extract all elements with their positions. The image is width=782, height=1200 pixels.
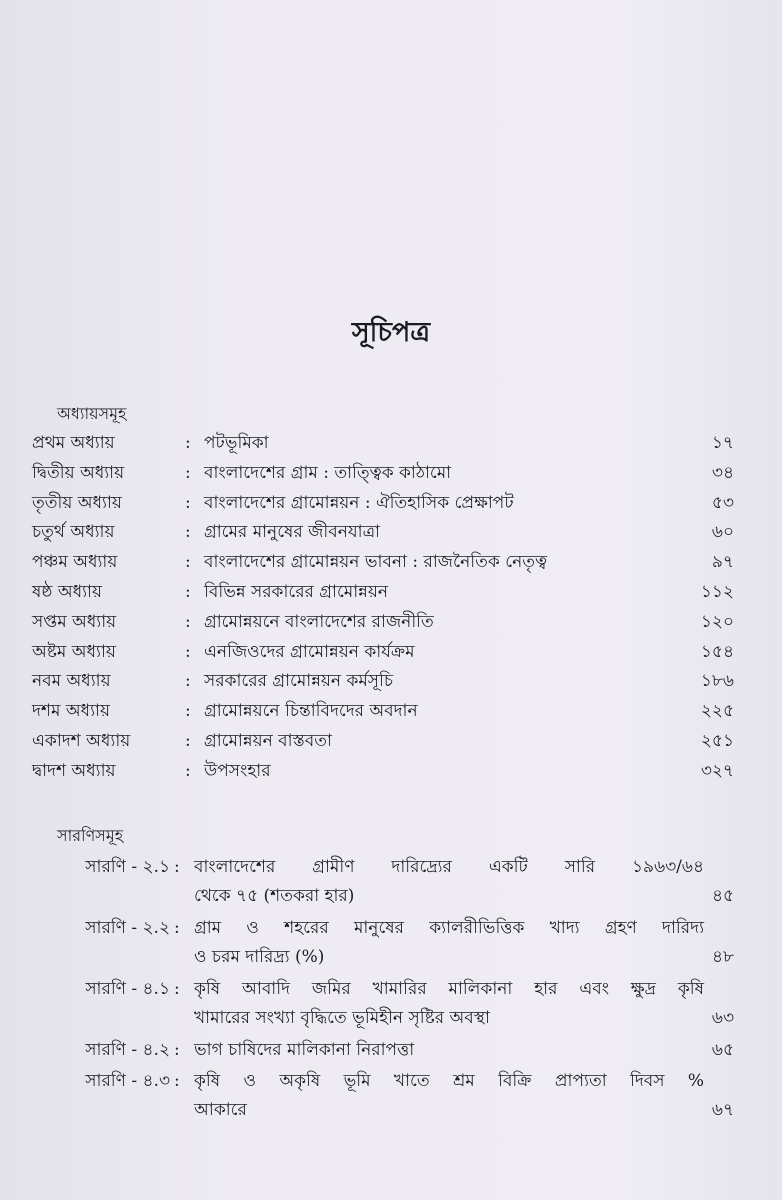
table-title-line-2: খামারের সংখ্যা বৃদ্ধিতে ভূমিহীন সৃষ্টির অবস্থা [194, 1008, 490, 1028]
chapter-title: গ্রামের মানুষের জীবনযাত্রা [204, 522, 380, 543]
chapter-title: বাংলাদেশের গ্রামোন্নয়ন ভাবনা : রাজনৈতিক নেতৃত্ব [204, 552, 548, 573]
chapter-row [32, 696, 734, 726]
page-number: ৩২৭ [700, 760, 734, 781]
tables-heading: সারণিসমূহ [57, 826, 124, 845]
table-row [32, 853, 734, 911]
table-title-line-2: থেকে ৭৫ (শতকরা হার) [194, 886, 355, 906]
table-title-line-1: গ্রাম ও শহরের মানুষের ক্যালরীভিত্তিক খাদ্য গ্রহণ দারিদ্য [194, 918, 704, 938]
chapter-number: দ্বাদশ অধ্যায় [32, 760, 116, 781]
page-number: ৬৩ [711, 1008, 734, 1028]
separator-colon: : [174, 1040, 180, 1060]
table-row [32, 975, 734, 1033]
page-number: ৬৭ [711, 1100, 734, 1120]
page-number: ৪৫ [711, 886, 734, 906]
chapter-row [32, 547, 734, 577]
page-number: ১৫৪ [700, 641, 734, 662]
separator-colon: : [185, 492, 191, 513]
table-title: ভাগ চাষিদের মালিকানা নিরাপত্তা [194, 1040, 415, 1060]
chapter-row [32, 458, 734, 488]
chapter-number: সপ্তম অধ্যায় [32, 611, 117, 632]
separator-colon: : [185, 671, 191, 692]
chapter-row [32, 756, 734, 786]
table-label: সারণি - ২.১ [85, 857, 170, 877]
separator-colon: : [185, 701, 191, 722]
separator-colon: : [185, 641, 191, 662]
chapter-number: প্রথম অধ্যায় [32, 433, 115, 453]
page-title: সূচিপত্র [351, 317, 431, 348]
chapter-title: উপসংহার [204, 760, 271, 781]
separator-colon: : [185, 611, 191, 632]
page-number: ৬০ [711, 522, 734, 543]
chapter-row [32, 726, 734, 756]
chapter-number: পঞ্চম অধ্যায় [32, 552, 118, 573]
page-number: ৬৫ [711, 1040, 734, 1060]
table-title-line-2: আকারে [194, 1100, 247, 1120]
separator-colon: : [185, 760, 191, 781]
table-row [32, 1036, 734, 1065]
separator-colon: : [185, 552, 191, 573]
table-label: সারণি - ২.২ [85, 918, 170, 938]
chapter-row [32, 428, 734, 458]
page-number: ১৮৬ [700, 671, 734, 692]
chapter-number: দ্বিতীয় অধ্যায় [32, 462, 125, 483]
chapter-title: সরকারের গ্রামোন্নয়ন কর্মসূচি [204, 671, 394, 692]
chapter-title: এনজিওদের গ্রামোন্নয়ন কার্যক্রম [204, 641, 415, 662]
chapter-number: একাদশ অধ্যায় [32, 731, 131, 751]
chapter-title: বিভিন্ন সরকারের গ্রামোন্নয়ন [204, 582, 389, 602]
page-number: ৩৪ [711, 462, 734, 483]
chapters-heading: অধ্যায়সমূহ [57, 404, 127, 423]
table-label: সারণি - ৪.২ [85, 1040, 170, 1060]
table-title-line-1: কৃষি আবাদি জমির খামারির মালিকানা হার এবং ক্ষুদ্র কৃষি [194, 979, 704, 999]
chapter-row [32, 607, 734, 637]
table-label: সারণি - ৪.১ [85, 979, 170, 999]
table-row [32, 1067, 734, 1125]
chapter-number: চতুর্থ অধ্যায় [32, 522, 115, 543]
page-number: ৯৭ [711, 552, 734, 573]
table-title-line-1: বাংলাদেশের গ্রামীণ দারিদ্র্যের একটি সারি ১৯৬৩/৬৪ [194, 857, 704, 877]
chapter-row [32, 637, 734, 667]
page-number: ৪৮ [711, 947, 734, 967]
chapter-title: বাংলাদেশের গ্রামোন্নয়ন : ঐতিহাসিক প্রেক্ষাপট [204, 492, 514, 513]
separator-colon: : [185, 462, 191, 483]
chapter-title: গ্রামোন্নয়ন বাস্তবতা [204, 731, 332, 751]
chapter-number: ষষ্ঠ অধ্যায় [32, 582, 102, 602]
separator-colon: : [185, 433, 191, 453]
page-number: ২২৫ [700, 701, 734, 722]
chapter-title: গ্রামোন্নয়নে বাংলাদেশের রাজনীতি [204, 611, 434, 632]
table-label: সারণি - ৪.৩ [85, 1071, 170, 1091]
chapter-row [32, 666, 734, 696]
chapter-title: গ্রামোন্নয়নে চিন্তাবিদদের অবদান [204, 701, 418, 722]
page-number: ১৭ [711, 433, 734, 453]
separator-colon: : [185, 582, 191, 602]
chapter-title: পটভূমিকা [204, 433, 269, 453]
page-number: ২৫১ [700, 731, 734, 751]
separator-colon: : [174, 918, 180, 938]
page-number: ১২০ [700, 611, 734, 632]
chapter-title: বাংলাদেশের গ্রাম : তাত্ত্বিক কাঠামো [204, 462, 452, 483]
table-title-line-2: ও চরম দারিদ্র্য (%) [194, 947, 325, 967]
chapter-row [32, 577, 734, 607]
table-row [32, 914, 734, 972]
chapter-number: নবম অধ্যায় [32, 671, 111, 692]
separator-colon: : [185, 731, 191, 751]
chapter-number: তৃতীয় অধ্যায় [32, 492, 122, 513]
separator-colon: : [174, 1071, 180, 1091]
page-number: ১১২ [700, 582, 734, 602]
chapter-row [32, 517, 734, 547]
page-number: ৫৩ [711, 492, 734, 513]
separator-colon: : [174, 979, 180, 999]
chapter-number: অষ্টম অধ্যায় [32, 641, 116, 662]
table-title-line-1: কৃষি ও অকৃষি ভূমি খাতে শ্রম বিক্রি প্রাপ্যতা দিবস % [194, 1071, 704, 1091]
separator-colon: : [185, 522, 191, 543]
separator-colon: : [174, 857, 180, 877]
chapter-row [32, 488, 734, 518]
chapter-number: দশম অধ্যায় [32, 701, 110, 722]
